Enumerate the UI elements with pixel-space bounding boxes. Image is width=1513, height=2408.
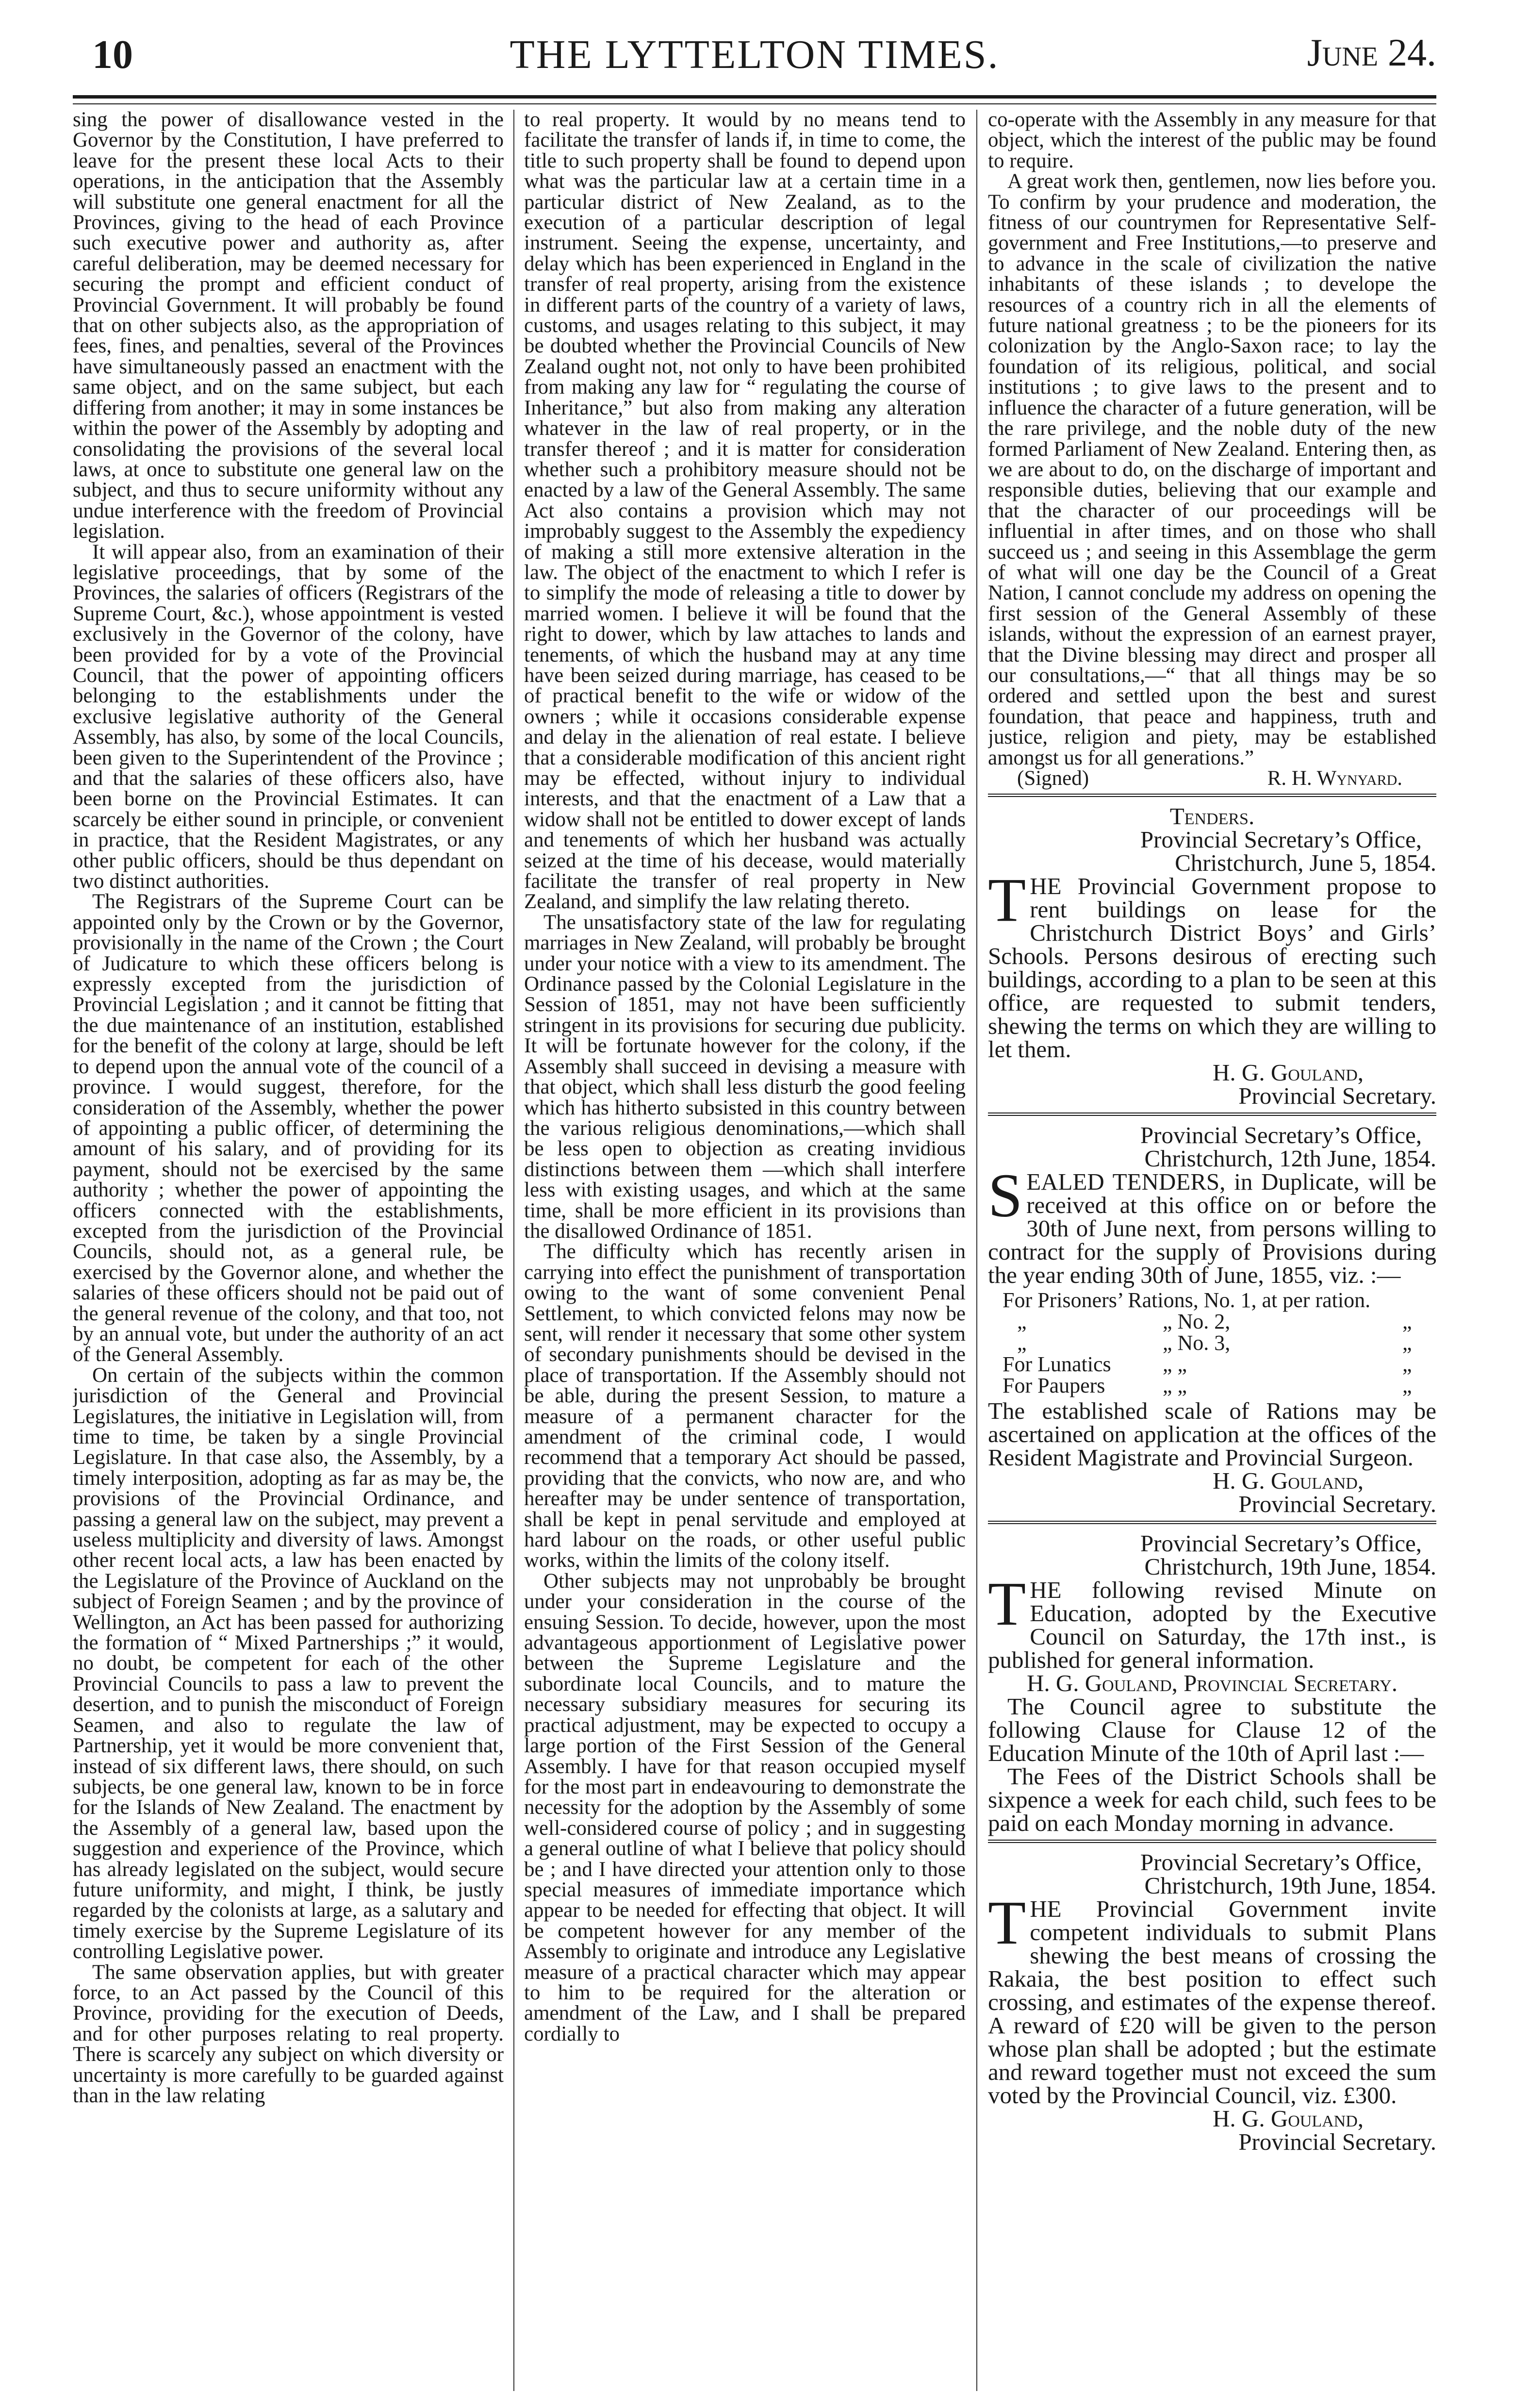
page-number: 10 bbox=[92, 32, 133, 77]
ad-heading: Tenders. bbox=[1169, 803, 1255, 830]
advertisement-rakaia-plans bbox=[988, 1851, 1436, 2154]
ad-office: Provincial Secretary’s Office, bbox=[1140, 1849, 1422, 1876]
ration-cell: For Lunatics bbox=[1003, 1352, 1111, 1377]
ad-office: Provincial Secretary’s Office, bbox=[1140, 1530, 1422, 1557]
paragraph: The same observation applies, but with greater force, to an Act passed by the Council of this Province, providing for the execution of Deeds, and for other purposes relating to real property. There is scarcely any subject on which diversity or uncertainty is more carefully to be guarded against than in the law relating bbox=[73, 1960, 504, 2107]
issue-date: June 24. bbox=[1307, 32, 1436, 74]
ad-signer: H. G. Gouland, Provincial Secretary. bbox=[1026, 1670, 1398, 1697]
ration-cell: „ bbox=[1402, 1352, 1412, 1377]
ration-cell: „ bbox=[1402, 1374, 1412, 1398]
ad-signer-title: Provincial Secretary. bbox=[1238, 2128, 1436, 2156]
ration-cell: „ bbox=[1017, 1331, 1027, 1355]
ration-cell: „ No. 3, bbox=[1163, 1331, 1231, 1355]
newspaper-title: THE LYTTELTON TIMES. bbox=[510, 32, 1000, 77]
section-rule bbox=[988, 1840, 1436, 1843]
ad-body: SEALED TENDERS, in Duplicate, will be received at this office on or before the 30th of June next, from persons willing to contract for the supply of Provisions during the year ending 30th of June, 1855, viz. :— bbox=[988, 1161, 1436, 1289]
paragraph: The Registrars of the Supreme Court can be appointed only by the Crown or by the Governor, provisionally in the name of the Crown ; the Court of Judicature to which these officers belong is expressly excepted from the jurisdiction of Provincial Legislation ; and it cannot be fitting that the due maintenance of an institution, established for the benefit of the colony at large, should be left to depend upon the annual vote of the council of a province. I would suggest, therefore, for the consideration of the Assembly, whether the power of appointing a public officer, of determining the amount of his salary, and of providing for its payment, should not be exercised by the same authority ; whether the power of appointing the officers connected with the establishments, excepted from the jurisdiction of the Provincial Councils, should not, as a general rule, be exercised by the Governor alone, and whether the salaries of these officers should not be paid out of the general revenue of the colony, and that too, not by an annual vote, but under the authority of an act of the General Assembly. bbox=[73, 890, 504, 1366]
header-rule-thin bbox=[73, 103, 1436, 104]
ad-body: THE following revised Minute on Education, adopted by the Executive Council on Saturday, the 17th inst., is published for general information. bbox=[988, 1569, 1436, 1674]
paragraph: The Fees of the District Schools shall be sixpence a week for each child, such fees to be paid on each Monday morning in advance. bbox=[988, 1763, 1436, 1837]
paragraph: Other subjects may not unprobably be brought under your consideration in the course of the ensuing Session. To decide, however, upon the most advantageous apportionment of Legislative power between the Supreme Legislature and the subordinate local Councils, and to mature the necessary subsidiary measures for securing its practical adjustment, may be expected to occupy a large portion of the First Session of the General Assembly. I have for that reason occupied myself for the most part in endeavouring to demonstrate the necessity for the adoption by the Assembly of some well-considered course of policy ; and in suggesting a general outline of what I believe that policy should be ; and I have directed your attention only to those special measures of immediate importance which appear to be needed for effecting that object. It will be competent however for any member of the Assembly to originate and introduce any Legislative measure of a practical character which may appear to him to be required for the alteration or amendment of the Law, and I shall be prepared cordially to bbox=[524, 1569, 966, 2045]
drop-cap: S bbox=[988, 1161, 1023, 1230]
paragraph: co-operate with the Assembly in any measure for that object, which the interest of the public may be found to require. bbox=[988, 110, 1436, 172]
paragraph: sing the power of disallowance vested in the Governor by the Constitution, I have preferred to leave for the present these local Acts to their operations, in the anticipation that the Assembly will substitute one general enactment for all the Provinces, giving to the head of each Province such executive power and authority as, after careful deliberation, may be deemed necessary for securing the prompt and efficient conduct of Provincial Government. It will probably be found that on other subjects also, as the appropriation of fees, fines, and penalties, several of the Provinces have simultaneously passed an enactment with the same object, and on the same subject, but each differing from another; it may in some instances be within the power of the Assembly by adopting and consolidating the provisions of the several local laws, at once to substitute one general law on the subject, and thus to secure uniformity without any undue interference with the freedom of Provincial legislation. bbox=[73, 110, 504, 543]
ration-cell: „ bbox=[1017, 1310, 1027, 1334]
ad-signer: H. G. Gouland, bbox=[1213, 1467, 1364, 1495]
ration-cell: „ No. 2, bbox=[1163, 1310, 1231, 1334]
ad-footer: The established scale of Rations may be ascertained on application at the offices of the Resident Magistrate and Provincial Surgeon. bbox=[988, 1397, 1436, 1471]
section-rule bbox=[988, 794, 1436, 797]
column-2 bbox=[524, 110, 966, 2391]
section-rule bbox=[988, 1113, 1436, 1116]
header-rule bbox=[73, 95, 1436, 99]
ad-signer-title: Provincial Secretary. bbox=[1238, 1491, 1436, 1518]
column-divider bbox=[513, 110, 514, 2391]
drop-cap: T bbox=[988, 1569, 1026, 1639]
ad-signer-title: Provincial Secretary. bbox=[1238, 1082, 1436, 1110]
ad-office: Provincial Secretary’s Office, bbox=[1140, 1122, 1422, 1149]
paragraph: The Council agree to substitute the following Clause for Clause 12 of the Education Minute of the 10th of April last :— bbox=[988, 1693, 1436, 1767]
paragraph: A great work then, gentlemen, now lies before you. To confirm by your prudence and moderation, the fitness of our countrymen for Representative Self-government and Free Institutions,—to preserve and to advance in the scale of civilization the native inhabitants of these islands ; to develope the resources of a country rich in all the elements of future national greatness ; to be the pioneers for its colonization by the Anglo-Saxon race; to lay the foundation of its religious, political, and social institutions ; to give laws to the present and to influence the character of a future generation, will be the rare privilege, and the noble duty of the new formed Parliament of New Zealand. Entering then, as we are about to do, on the discharge of important and responsible duties, believing that our example and that the character of our proceedings will be influential in after times, and on those who shall succeed us ; and seeing in this Assemblage the germ of what will one day be the Council of a Great Nation, I cannot conclude my address on opening the first session of the General Assembly of these islands, without the expression of an earnest prayer, that the Divine blessing may direct and prosper all our consultations,—“ that all things may be so ordered and settled upon the best and surest foundation, that peace and happiness, truth and justice, religion and piety, may be established amongst us for all generations.” bbox=[988, 170, 1436, 769]
column-1 bbox=[73, 110, 504, 2391]
masthead bbox=[73, 31, 1436, 89]
ad-body: THE Provincial Government invite competent individuals to submit Plans shewing the best means of crossing the Rakaia, the best position to effect such crossing, and estimates of the expense thereof. A reward of £20 will be given to the person whose plan shall be adopted ; but the estimate and reward together must not exceed the sum voted by the Provincial Council, viz. £300. bbox=[988, 1888, 1436, 2109]
paragraph: The difficulty which has recently arisen in carrying into effect the punishment of transportation owing to the want of some convenient Penal Settlement, to which convicted felons may now be sent, will render it necessary that some other system of secondary punishments should be devised in the place of transportation. If the Assembly should not be able, during the present Session, to mature a measure of a permanent character for the amendment of the criminal code, I would recommend that a temporary Act should be passed, providing that the convicts, who now are, and who hereafter may be under sentence of transportation, shall be kept in penal servitude and employed at hard labour on the roads, or other useful public works, within the limits of the colony itself. bbox=[524, 1240, 966, 1572]
drop-cap: T bbox=[988, 1888, 1026, 1958]
advertisement-education-minute bbox=[988, 1532, 1436, 1835]
paragraph: It will appear also, from an examination of their legislative proceedings, that by some of the Provinces, the salaries of officers (Registrars of the Supreme Court, &c.), whose appointment is vested exclusively in the Governor of the colony, have been provided for by a vote of the Provincial Council, that the power of appointing officers belonging to the establishments under the exclusive legislative authority of the General Assembly, has also, by some of the local Councils, been given to the Superintendent of the Province ; and that the salaries of these officers also, have been borne on the Provincial Estimates. It can scarcely be either sound in principle, or convenient in practice, that the Resident Magistrates, or any other public officers, should be thus dependant on two distinct authorities. bbox=[73, 540, 504, 893]
ad-body: THE Provincial Government propose to rent buildings on lease for the Christchurch District Boys’ and Girls’ Schools. Persons desirous of erecting such buildings, according to a plan to be seen at this office, are requested to submit tenders, shewing the terms on which they are willing to let them. bbox=[988, 865, 1436, 1063]
ad-signer: H. G. Gouland, bbox=[1213, 1059, 1364, 1086]
ration-cell: „ „ bbox=[1163, 1374, 1187, 1398]
paragraph: On certain of the subjects within the common jurisdiction of the General and Provincial Legislatures, the initiative in Legislation will, from time to time, be taken by a single Provincial Legislature. In that case also, the Assembly, by a timely interposition, adopting as far as may be, the provisions of the Provincial Ordinance, and passing a general law on the subject, may prevent a useless multiplicity and diversity of laws. Amongst other recent local acts, a law has been enacted by the Legislature of the Province of Auckland on the subject of Foreign Seamen ; and by the province of Wellington, an Act has been passed for authorizing the formation of “ Mixed Partnerships ;” it would, no doubt, be competent for each of the other Provincial Councils to pass a law to prevent the desertion, and to punish the misconduct of Foreign Seamen, and also to regulate the law of Partnership, yet it would be more convenient that, instead of six different laws, there should, on such subjects, be one general law, known to be in force for the Islands of New Zealand. The enactment by the Assembly of a general law, based upon the suggestion and experience of the Province, which has already legislated on the subject, would secure future uniformity, and might, I think, be justly regarded by the colonists at large, as a salutary and timely exercise by the Supreme Legislature of its controlling Legislative power. bbox=[73, 1363, 504, 1963]
column-3 bbox=[988, 110, 1436, 2391]
ad-place-date: Christchurch, 19th June, 1854. bbox=[1144, 1872, 1436, 1899]
advertisement-tenders bbox=[988, 805, 1436, 1108]
drop-cap: T bbox=[988, 865, 1026, 935]
ration-cell: „ „ bbox=[1163, 1352, 1187, 1377]
ration-row: For Prisoners’ Rations, No. 1, at per ration. bbox=[1003, 1288, 1371, 1312]
ad-signer: H. G. Gouland, bbox=[1213, 2105, 1364, 2132]
signed-label: (Signed) bbox=[1017, 767, 1089, 790]
signatory: R. H. Wynyard. bbox=[1267, 767, 1402, 790]
ad-place-date: Christchurch, 12th June, 1854. bbox=[1144, 1145, 1436, 1172]
ad-place-date: Christchurch, June 5, 1854. bbox=[1175, 849, 1436, 877]
column-divider bbox=[976, 110, 977, 2391]
advertisement-sealed-tenders bbox=[988, 1124, 1436, 1516]
section-rule bbox=[988, 1521, 1436, 1524]
rations-table bbox=[1003, 1290, 1436, 1396]
ad-place-date: Christchurch, 19th June, 1854. bbox=[1144, 1553, 1436, 1580]
ration-cell: For Paupers bbox=[1003, 1374, 1105, 1398]
signature-line bbox=[988, 768, 1436, 789]
ration-cell: „ bbox=[1402, 1310, 1412, 1334]
ration-cell: „ bbox=[1402, 1331, 1412, 1355]
paragraph: to real property. It would by no means tend to facilitate the transfer of lands if, in time to come, the title to such property shall be found to depend upon what was the particular law at a certain time in a particular district of New Zealand, as to the execution of a particular description of legal instrument. Seeing the expense, uncertainty, and delay which has been experienced in England in the transfer of real property, arising from the existence in different parts of the country of a variety of laws, customs, and usages relating to this subject, it may be doubted whether the Provincial Councils of New Zealand ought not, not only to have been prohibited from making any law for “ regulating the course of Inheritance,” but also from making any alteration whatever in the law of real property, or in the transfer thereof ; and it is matter for consideration whether such a prohibitory measure should not be enacted by a law of the General Assembly. The same Act also contains a provision which may not improbably suggest to the Assembly the expediency of making a still more extensive alteration in the law. The object of the enactment to which I refer is to simplify the mode of releasing a title to dower by married women. I believe it will be found that the right to dower, which by law attaches to lands and tenements, of which the husband may at any time have been seized during marriage, has ceased to be of practical benefit to the wife or widow of the owners ; while it occasions considerable expense and delay in the alienation of real estate. I believe that a considerable modification of this ancient right may be effected, without injury to individual interests, and that the enactment of a Law that a widow shall not be entitled to dower except of lands and tenements of which her husband was actually seized at the time of his decease, would materially facilitate the transfer of real property in New Zealand, and simplify the law relating thereto. bbox=[524, 110, 966, 913]
ad-office: Provincial Secretary’s Office, bbox=[1140, 826, 1422, 853]
paragraph: The unsatisfactory state of the law for regulating marriages in New Zealand, will probably be brought under your notice with a view to its amendment. The Ordinance passed by the Colonial Legislature in the Session of 1851, may not have been sufficiently stringent in its provisions for securing due publicity. It will be fortunate however for the colony, if the Assembly shall succeed in devising a measure with that object, which shall less disturb the good feeling which has hitherto subsisted in this country between the various religious denominations,—which shall be less open to objection as creating invidious distinctions between them —which shall interfere less with existing usages, and which at the same time, shall be more efficient in its provisions than the disallowed Ordinance of 1851. bbox=[524, 911, 966, 1243]
